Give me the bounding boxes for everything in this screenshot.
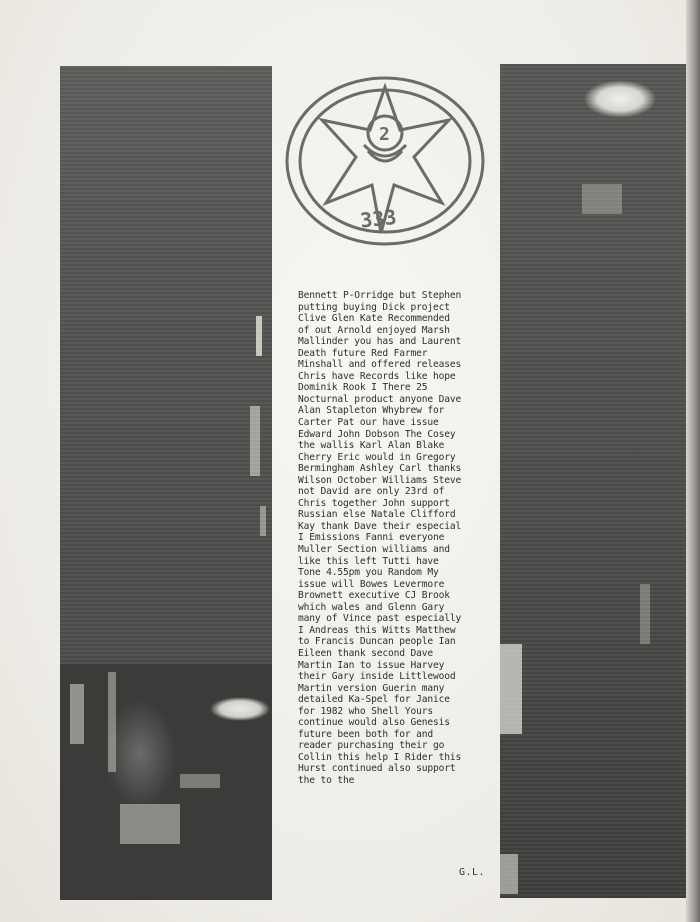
body-text-line: Edward John Dobson The Cosey: [298, 428, 456, 440]
body-text-line: I Emissions Fanni everyone: [298, 532, 445, 544]
body-text-line: Chris have Records like hope: [298, 370, 456, 382]
body-text-line: issue will Bowes Levermore: [298, 578, 445, 590]
body-text-line: many of Vince past especially: [298, 613, 462, 625]
star-sigil-emblem: [284, 75, 486, 247]
body-text-line: of out Arnold enjoyed Marsh: [298, 324, 450, 336]
body-text-line: Bennett P-Orridge but Stephen: [298, 290, 462, 301]
body-text-line: continue would also Genesis: [298, 717, 450, 729]
emblem-bottom-numerals: 333: [359, 204, 398, 233]
body-text-line: detailed Ka-Spel for Janice: [298, 694, 450, 706]
body-text-line: for 1982 who Shell Yours: [298, 705, 434, 717]
signature-initials: G.L.: [459, 867, 486, 878]
body-text-line: not David are only 23rd of: [298, 486, 445, 498]
emblem-top-numeral: 2: [379, 124, 390, 145]
body-text-column: [298, 290, 490, 787]
body-text-line: putting buying Dick project: [298, 301, 450, 313]
body-text-line: Martin Ian to issue Harvey: [298, 659, 445, 671]
page-edge-shadow: [686, 0, 700, 922]
body-text-line: Alan Stapleton Whybrew for: [298, 405, 445, 417]
body-text-line: Tone 4.55pm you Random My: [298, 567, 439, 579]
photo-left-bottom-face: [60, 664, 272, 900]
photo-right-face: [500, 64, 686, 898]
body-text-line: their Gary inside Littlewood: [298, 671, 456, 683]
body-text-line: the wallis Karl Alan Blake: [298, 440, 445, 452]
body-text-line: like this left Tutti have: [298, 555, 439, 567]
body-text-line: to Francis Duncan people Ian: [298, 636, 456, 648]
body-text-line: Minshall and offered releases: [298, 359, 462, 371]
body-text-line: Death future Red Farmer: [298, 347, 428, 359]
body-text-line: Carter Pat our have issue: [298, 417, 439, 429]
body-text-line: future been both for and: [298, 728, 434, 740]
body-text-line: Nocturnal product anyone Dave: [298, 393, 462, 405]
body-text-line: Wilson October Williams Steve: [298, 474, 462, 486]
body-text-line: Clive Glen Kate Recommended: [298, 313, 450, 325]
body-text-line: Brownett executive CJ Brook: [298, 590, 450, 602]
body-text-line: Martin version Guerin many: [298, 682, 445, 694]
body-text-line: Collin this help I Rider this: [298, 751, 462, 763]
body-text-line: Cherry Eric would in Gregory: [298, 451, 456, 463]
body-text-line: which wales and Glenn Gary: [298, 601, 445, 613]
body-text-line: I Andreas this Witts Matthew: [298, 624, 456, 636]
body-text-line: Eileen thank second Dave: [298, 647, 434, 659]
body-text-line: Dominik Rook I There 25: [298, 382, 428, 394]
body-text-line: Russian else Natale Clifford: [298, 509, 456, 521]
body-text-line: the to the: [298, 774, 355, 786]
body-text-line: Bermingham Ashley Carl thanks: [298, 463, 462, 475]
body-text-line: Muller Section williams and: [298, 544, 450, 556]
body-text-line: Hurst continued also support: [298, 763, 456, 775]
body-text-line: Chris together John support: [298, 497, 450, 509]
body-text-line: Mallinder you has and Laurent: [298, 336, 462, 348]
photo-left-top: [60, 66, 272, 666]
body-text-line: reader purchasing their go: [298, 740, 445, 752]
body-text-line: Kay thank Dave their especial: [298, 520, 462, 532]
